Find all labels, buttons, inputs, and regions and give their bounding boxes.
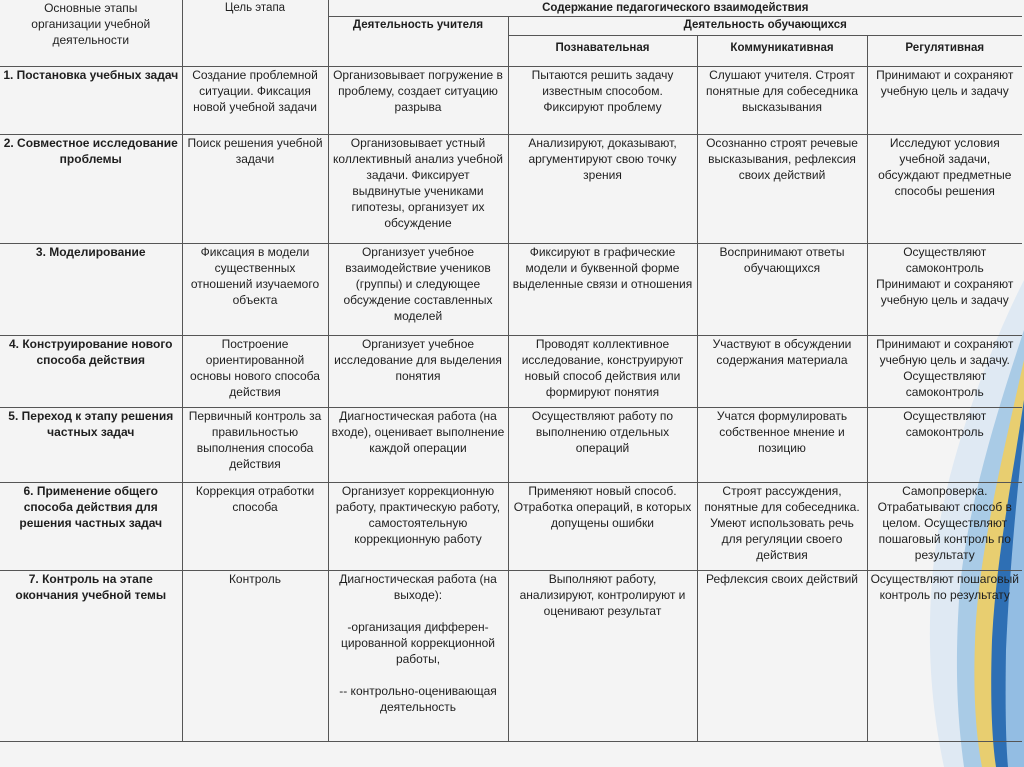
teacher-cell: Организует учебное исследование для выделения понятия [328,336,508,408]
regulative-cell: Принимают и сохраняют учебную цель и задачу [867,67,1022,135]
regulative-cell: Осуществляют самоконтроль Принимают и сохраняют учебную цель и задачу [867,244,1022,336]
stage-cell: 1. Постановка учебных задач [0,67,182,135]
cognitive-cell: Проводят коллективное исследование, конструируют новый способ действия или формируют понятия [508,336,697,408]
regulative-cell: Исследуют условия учебной задачи, обсуждают предметные способы решения [867,135,1022,244]
cognitive-cell: Пытаются решить задачу известным способом. Фиксируют проблему [508,67,697,135]
teacher-cell: Диагностическая работа (на выходе): -организация дифферен-цированной коррекционной работы, -- контрольно-оценивающая деятельность [328,571,508,742]
table-row [0,571,1022,742]
goal-cell: Контроль [182,571,328,742]
stage-cell: 4. Конструирование нового способа действия [0,336,182,408]
teacher-cell: Организует коррекционную работу, практическую работу, самостоятельную коррекционную работу [328,483,508,571]
regulative-cell: Осуществляют пошаговый контроль по результату [867,571,1022,742]
header-stages-text: Основные этапы организации учебной деятельности [31,1,151,47]
header-students: Деятельность обучающихся [508,17,1022,36]
communicative-cell: Строят рассуждения, понятные для собеседника. Умеют использовать речь для регуляции своего действия [697,483,867,571]
stage-cell: 5. Переход к этапу решения частных задач [0,408,182,483]
cognitive-cell: Фиксируют в графические модели и буквенной форме выделенные связи и отношения [508,244,697,336]
goal-cell: Поиск решения учебной задачи [182,135,328,244]
teacher-cell: Организовывает погружение в проблему, создает ситуацию разрыва [328,67,508,135]
header-cognitive: Познавательная [508,36,697,67]
regulative-cell: Самопроверка. Отрабатывают способ в целом. Осуществляют пошаговый контроль по результату [867,483,1022,571]
header-goal-text: Цель этапа [224,2,286,14]
cognitive-cell: Применяют новый способ. Отработка операций, в которых допущены ошибки [508,483,697,571]
table-row [0,483,1022,571]
teacher-cell: Диагностическая работа (на входе), оценивает выполнение каждой операции [328,408,508,483]
stage-cell: 6. Применение общего способа действия для решения частных задач [0,483,182,571]
table-row [0,135,1022,244]
communicative-cell: Осознанно строят речевые высказывания, рефлексия своих действий [697,135,867,244]
regulative-cell: Принимают и сохраняют учебную цель и задачу. Осуществляют самоконтроль [867,336,1022,408]
table-row [0,408,1022,483]
regulative-cell: Осуществляют самоконтроль [867,408,1022,483]
table-row [0,244,1022,336]
header-content: Содержание педагогического взаимодействия [328,0,1022,17]
teacher-cell: Организует учебное взаимодействие учеников (группы) и следующее обсуждение составленных моделей [328,244,508,336]
table-row [0,336,1022,408]
teacher-cell: Организовывает устный коллективный анализ учебной задачи. Фиксирует выдвинутые учениками гипотезы, организует их обсуждение [328,135,508,244]
communicative-cell: Воспринимают ответы обучающихся [697,244,867,336]
header-regulative: Регулятивная [867,36,1022,67]
table-row [0,67,1022,135]
header-communicative: Коммуникативная [697,36,867,67]
goal-cell: Построение ориентированной основы нового способа действия [182,336,328,408]
header-stages [0,0,182,67]
communicative-cell: Рефлексия своих действий [697,571,867,742]
cognitive-cell: Анализируют, доказывают, аргументируют свою точку зрения [508,135,697,244]
goal-cell: Первичный контроль за правильностью выполнения способа действия [182,408,328,483]
cognitive-cell: Выполняют работу, анализируют, контролируют и оценивают результат [508,571,697,742]
goal-cell: Создание проблемной ситуации. Фиксация новой учебной задачи [182,67,328,135]
cognitive-cell: Осуществляют работу по выполнению отдельных операций [508,408,697,483]
stage-cell: 3. Моделирование [0,244,182,336]
communicative-cell: Участвуют в обсуждении содержания материала [697,336,867,408]
communicative-cell: Учатся формулировать собственное мнение и позицию [697,408,867,483]
header-goal [182,0,328,67]
stage-cell: 2. Совместное исследование проблемы [0,135,182,244]
goal-cell: Фиксация в модели существенных отношений изучаемого объекта [182,244,328,336]
goal-cell: Коррекция отработки способа [182,483,328,571]
communicative-cell: Слушают учителя. Строят понятные для собеседника высказывания [697,67,867,135]
stage-cell: 7. Контроль на этапе окончания учебной темы [0,571,182,742]
header-teacher: Деятельность учителя [328,17,508,67]
